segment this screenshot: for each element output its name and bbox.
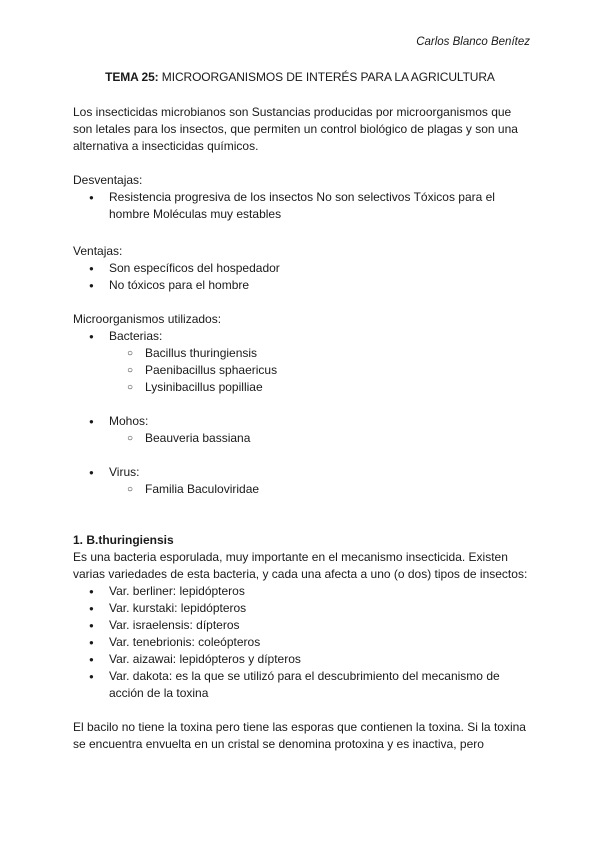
document-title <box>0 70 600 84</box>
list-item: ○ Familia Baculoviridae <box>73 481 533 498</box>
group-mohos: ● Mohos: <box>73 413 533 430</box>
desventajas-label: Desventajas: <box>73 173 143 187</box>
closing-paragraph: El bacilo no tiene la toxina pero tiene las esporas que contienen la toxina. Si la toxina se encuentra envuelta en un cristal se denomina protoxina y es inactiva, pero <box>73 720 526 751</box>
list-item: ○ Paenibacillus sphaericus <box>73 362 533 379</box>
list-item: ● Var. aizawai: lepidópteros y dípteros <box>73 651 533 668</box>
section-heading: 1. B.thuringiensis <box>73 533 174 547</box>
title-text: MICROORGANISMOS DE INTERÉS PARA LA AGRICULTURA <box>158 70 495 84</box>
list-item: ● Var. tenebrionis: coleópteros <box>73 634 533 651</box>
list-item: ○ Beauveria bassiana <box>73 430 533 447</box>
title-number: TEMA 25: <box>105 70 159 84</box>
ventajas-item: ● No tóxicos para el hombre <box>73 277 533 294</box>
desventajas-item: ● Resistencia progresiva de los insectos No son selectivos Tóxicos para el hombre Moléculas muy estables <box>73 189 533 223</box>
ventajas-item: ● Son específicos del hospedador <box>73 260 533 277</box>
list-item: ● Var. kurstaki: lepidópteros <box>73 600 533 617</box>
list-item: ● Var. israelensis: dípteros <box>73 617 533 634</box>
microorganismos-label: Microorganismos utilizados: <box>73 312 222 326</box>
variedades-list <box>73 583 533 702</box>
list-item: ● Var. dakota: es la que se utilizó para el descubrimiento del mecanismo de acción de la toxina <box>73 668 533 702</box>
microorganismos-list <box>73 328 533 345</box>
group-bacterias: ● Bacterias: <box>73 328 533 345</box>
list-item: ○ Bacillus thuringiensis <box>73 345 533 362</box>
ventajas-label: Ventajas: <box>73 244 123 258</box>
intro-paragraph: Los insecticidas microbianos son Sustancias producidas por microorganismos que son letales para los insectos, que permiten un control biológico de plagas y son una alternativa a insecticidas químicos. <box>73 105 518 153</box>
ventajas-list <box>73 260 533 294</box>
bacterias-list <box>73 345 533 396</box>
mohos-list <box>73 430 533 447</box>
list-item: ○ Lysinibacillus popilliae <box>73 379 533 396</box>
desventajas-list <box>73 189 533 223</box>
list-item: ● Var. berliner: lepidópteros <box>73 583 533 600</box>
author-name: Carlos Blanco Benítez <box>416 36 530 48</box>
group-virus: ● Virus: <box>73 464 533 481</box>
document-body <box>73 104 533 753</box>
section-paragraph: Es una bacteria esporulada, muy importante en el mecanismo insecticida. Existen varias variedades de esta bacteria, y cada una afecta a uno (o dos) tipos de insectos: <box>73 550 528 581</box>
virus-list <box>73 481 533 498</box>
